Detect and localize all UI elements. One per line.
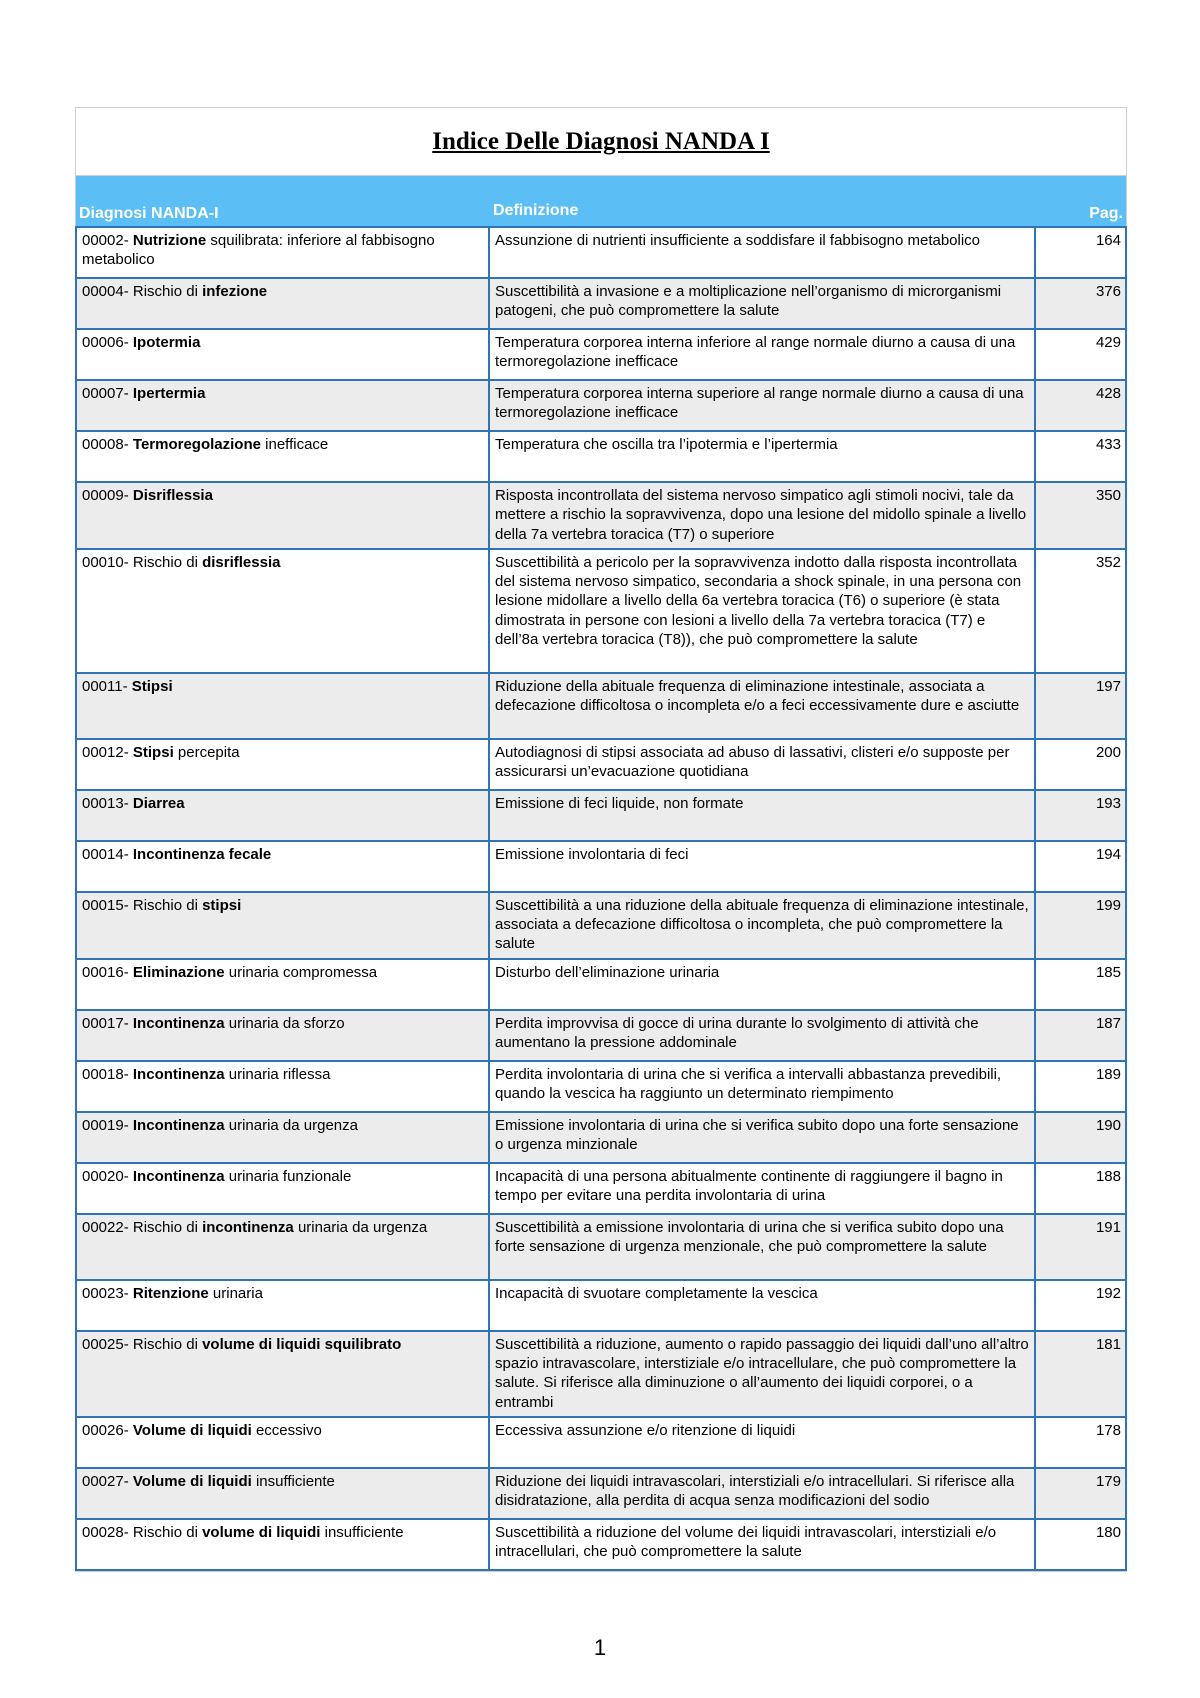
diagnosis-cell	[76, 1519, 489, 1570]
definition-cell: Incapacità di una persona abitualmente continente di raggiungere il bagno in tempo per evitare una perdita involontaria di urina	[489, 1163, 1035, 1214]
page-cell: 350	[1035, 482, 1126, 549]
definition-cell: Temperatura che oscilla tra l’ipotermia e l’ipertermia	[489, 431, 1035, 482]
diagnosis-suffix: urinaria riflessa	[228, 1065, 331, 1083]
definition-cell: Emissione di feci liquide, non formate	[489, 790, 1035, 841]
header-page: Pag.	[1089, 205, 1123, 222]
diagnosis-cell	[76, 278, 489, 329]
table-row	[76, 227, 1126, 278]
diagnosis-cell	[76, 380, 489, 431]
page-cell: 433	[1035, 431, 1126, 482]
definition-cell: Eccessiva assunzione e/o ritenzione di liquidi	[489, 1417, 1035, 1468]
diagnosis-name: Ritenzione	[132, 1284, 209, 1302]
diagnosis-name: Volume di liquidi	[132, 1421, 252, 1439]
page-cell: 179	[1035, 1468, 1126, 1519]
diagnosis-name: Incontinenza fecale	[132, 845, 272, 863]
diagnosis-code: 00014-	[82, 845, 129, 863]
page-cell: 194	[1035, 841, 1126, 892]
diagnosis-suffix: urinaria	[212, 1284, 263, 1302]
diagnosis-code: 00028-	[82, 1523, 129, 1541]
definition-cell: Suscettibilità a emissione involontaria di urina che si verifica subito dopo una forte sensazione di urgenza menzionale, che può compromettere la salute	[489, 1214, 1035, 1280]
diagnosis-code: 00010-	[82, 553, 129, 571]
definition-cell: Temperatura corporea interna inferiore al range normale diurno a causa di una termoregolazione inefficace	[489, 329, 1035, 380]
page-title: Indice Delle Diagnosi NANDA I	[432, 127, 770, 155]
diagnosis-table	[75, 226, 1127, 1571]
definition-cell: Riduzione dei liquidi intravascolari, interstiziali e/o intracellulari. Si riferisce alla disidratazione, alla perdita di acqua senza modificazioni del sodio	[489, 1468, 1035, 1519]
diagnosis-cell	[76, 892, 489, 959]
diagnosis-cell	[76, 739, 489, 790]
page-cell: 180	[1035, 1519, 1126, 1570]
title-row	[76, 108, 1126, 176]
definition-cell: Suscettibilità a riduzione del volume dei liquidi intravascolari, interstiziali e/o intracellulari, che può compromettere la salute	[489, 1519, 1035, 1570]
diagnosis-code: 00020-	[82, 1167, 129, 1185]
diagnosis-name: stipsi	[202, 896, 242, 914]
diagnosis-cell	[76, 227, 489, 278]
page-cell: 188	[1035, 1163, 1126, 1214]
page-cell: 190	[1035, 1112, 1126, 1163]
table-row	[76, 1331, 1126, 1417]
table-row	[76, 329, 1126, 380]
table-row	[76, 959, 1126, 1010]
diagnosis-prefix: Rischio di	[132, 1523, 198, 1541]
diagnosis-suffix: urinaria da urgenza	[228, 1116, 358, 1134]
diagnosis-code: 00027-	[82, 1472, 129, 1490]
diagnosis-code: 00006-	[82, 334, 129, 351]
diagnosis-cell	[76, 329, 489, 380]
diagnosis-name: volume di liquidi	[202, 1523, 321, 1541]
definition-cell: Emissione involontaria di feci	[489, 841, 1035, 892]
diagnosis-name: Incontinenza	[132, 1014, 225, 1032]
table-row	[76, 278, 1126, 329]
page-cell: 197	[1035, 673, 1126, 739]
header-definition: Definizione	[493, 202, 579, 219]
diagnosis-cell	[76, 431, 489, 482]
page-cell: 192	[1035, 1280, 1126, 1331]
page-cell: 164	[1035, 227, 1126, 278]
diagnosis-cell	[76, 1112, 489, 1163]
diagnosis-code: 00016-	[82, 963, 129, 981]
table-row	[76, 1010, 1126, 1061]
diagnosis-name: Ipotermia	[132, 334, 201, 351]
diagnosis-suffix: urinaria da urgenza	[297, 1218, 428, 1236]
diagnosis-cell	[76, 673, 489, 739]
diagnosis-code: 00015-	[82, 896, 129, 914]
table-row	[76, 431, 1126, 482]
diagnosis-code: 00025-	[82, 1335, 129, 1353]
diagnosis-cell	[76, 959, 489, 1010]
diagnosis-cell	[76, 790, 489, 841]
page-cell: 191	[1035, 1214, 1126, 1280]
table-row	[76, 482, 1126, 549]
diagnosis-cell	[76, 1214, 489, 1280]
diagnosis-cell	[76, 1061, 489, 1112]
diagnosis-name: Termoregolazione	[132, 436, 261, 453]
table-row	[76, 1280, 1126, 1331]
table-row	[76, 673, 1126, 739]
diagnosis-prefix: Rischio di	[132, 1335, 198, 1353]
diagnosis-name: Stipsi	[131, 677, 173, 695]
diagnosis-cell	[76, 482, 489, 549]
page-cell: 428	[1035, 380, 1126, 431]
table-header	[76, 176, 1126, 226]
table-row	[76, 1468, 1126, 1519]
diagnosis-cell	[76, 841, 489, 892]
diagnosis-cell	[76, 1010, 489, 1061]
page-cell: 193	[1035, 790, 1126, 841]
diagnosis-code: 00026-	[82, 1421, 129, 1439]
page-cell: 199	[1035, 892, 1126, 959]
diagnosis-suffix: eccessivo	[255, 1421, 322, 1439]
diagnosis-name: volume di liquidi squilibrato	[202, 1335, 402, 1353]
definition-cell: Riduzione della abituale frequenza di eliminazione intestinale, associata a defecazione difficoltosa o incompleta e/o a feci eccessivamente dure e asciutte	[489, 673, 1035, 739]
table-row	[76, 1163, 1126, 1214]
diagnosis-name: Incontinenza	[132, 1116, 225, 1134]
diagnosis-name: Incontinenza	[132, 1065, 225, 1083]
diagnosis-suffix: percepita	[177, 743, 240, 761]
diagnosis-code: 00008-	[82, 436, 129, 453]
definition-cell: Assunzione di nutrienti insufficiente a soddisfare il fabbisogno metabolico	[489, 227, 1035, 278]
definition-cell: Suscettibilità a una riduzione della abituale frequenza di eliminazione intestinale, associata a defecazione difficoltosa o incompleta, che può compromettere la salute	[489, 892, 1035, 959]
table-row	[76, 549, 1126, 673]
diagnosis-cell	[76, 1417, 489, 1468]
diagnosis-code: 00018-	[82, 1065, 129, 1083]
definition-cell: Suscettibilità a riduzione, aumento o rapido passaggio dei liquidi dall’uno all’altro spazio intravascolare, interstiziale e/o intracellulare, che può compromettere la salute. Si riferisce alla diminuzione o all’aumento dei liquidi corporei, o a entrambi	[489, 1331, 1035, 1417]
diagnosis-cell	[76, 1280, 489, 1331]
diagnosis-code: 00023-	[82, 1284, 129, 1302]
diagnosis-name: incontinenza	[202, 1218, 294, 1236]
definition-cell: Suscettibilità a pericolo per la sopravvivenza indotto dalla risposta incontrollata del sistema nervoso simpatico, secondaria a shock spinale, in una persona con lesione midollare a livello della 6a vertebra toracica (T6) o superiore (è stata dimostrata in persone con lesioni a livello della 7a vertebra toracica (T7) e dell’8a vertebra toracica (T8)), che può compromettere la salute	[489, 549, 1035, 673]
page-cell: 429	[1035, 329, 1126, 380]
table-row	[76, 380, 1126, 431]
diagnosis-suffix: urinaria compromessa	[228, 963, 378, 981]
diagnosis-code: 00017-	[82, 1014, 129, 1032]
diagnosis-name: Nutrizione	[132, 232, 207, 249]
page-cell: 189	[1035, 1061, 1126, 1112]
definition-cell: Disturbo dell’eliminazione urinaria	[489, 959, 1035, 1010]
table-row	[76, 1417, 1126, 1468]
diagnosis-code: 00004-	[82, 283, 129, 300]
definition-cell: Incapacità di svuotare completamente la vescica	[489, 1280, 1035, 1331]
diagnosis-suffix: urinaria funzionale	[228, 1167, 352, 1185]
diagnosis-name: Incontinenza	[132, 1167, 225, 1185]
page-cell: 185	[1035, 959, 1126, 1010]
diagnosis-name: Ipertermia	[132, 385, 206, 402]
diagnosis-code: 00022-	[82, 1218, 129, 1236]
table-row	[76, 1214, 1126, 1280]
diagnosis-name: Eliminazione	[132, 963, 225, 981]
page-cell: 376	[1035, 278, 1126, 329]
table-row	[76, 739, 1126, 790]
table-row	[76, 892, 1126, 959]
diagnosis-cell	[76, 549, 489, 673]
page-cell: 200	[1035, 739, 1126, 790]
page-cell: 352	[1035, 549, 1126, 673]
diagnosis-code: 00013-	[82, 794, 129, 812]
table-row	[76, 790, 1126, 841]
diagnosis-name: infezione	[202, 283, 268, 300]
page-cell: 187	[1035, 1010, 1126, 1061]
diagnosis-cell	[76, 1163, 489, 1214]
definition-cell: Risposta incontrollata del sistema nervoso simpatico agli stimoli nocivi, tale da mettere a rischio la sopravvivenza, dopo una lesione del midollo spinale a livello della 7a vertebra toracica (T7) o superiore	[489, 482, 1035, 549]
diagnosis-code: 00009-	[82, 487, 129, 504]
diagnosis-code: 00019-	[82, 1116, 129, 1134]
diagnosis-cell	[76, 1331, 489, 1417]
diagnosis-suffix: insufficiente	[255, 1472, 335, 1490]
table-row	[76, 841, 1126, 892]
index-document	[75, 107, 1127, 1572]
diagnosis-prefix: Rischio di	[132, 553, 198, 571]
page-cell: 181	[1035, 1331, 1126, 1417]
diagnosis-suffix: squilibrata: inferiore al fabbisogno metabolico	[82, 232, 435, 269]
diagnosis-code: 00012-	[82, 743, 129, 761]
diagnosis-code: 00002-	[82, 232, 129, 249]
page-number: 1	[593, 1635, 607, 1660]
diagnosis-cell	[76, 1468, 489, 1519]
page-cell: 178	[1035, 1417, 1126, 1468]
definition-cell: Autodiagnosi di stipsi associata ad abuso di lassativi, clisteri e/o supposte per assicurarsi un’evacuazione quotidiana	[489, 739, 1035, 790]
header-diagnosis: Diagnosi NANDA-I	[79, 205, 219, 222]
table-row	[76, 1519, 1126, 1570]
diagnosis-suffix: urinaria da sforzo	[228, 1014, 345, 1032]
diagnosis-suffix: inefficace	[265, 436, 329, 453]
diagnosis-code: 00011-	[82, 677, 128, 695]
diagnosis-prefix: Rischio di	[132, 1218, 198, 1236]
diagnosis-code: 00007-	[82, 385, 129, 402]
table-row	[76, 1061, 1126, 1112]
diagnosis-name: Stipsi	[132, 743, 174, 761]
diagnosis-prefix: Rischio di	[132, 896, 198, 914]
diagnosis-name: Volume di liquidi	[132, 1472, 252, 1490]
diagnosis-name: Diarrea	[132, 794, 185, 812]
definition-cell: Perdita improvvisa di gocce di urina durante lo svolgimento di attività che aumentano la pressione addominale	[489, 1010, 1035, 1061]
definition-cell: Perdita involontaria di urina che si verifica a intervalli abbastanza prevedibili, quando la vescica ha raggiunto un determinato riempimento	[489, 1061, 1035, 1112]
diagnosis-name: disriflessia	[202, 553, 281, 571]
definition-cell: Emissione involontaria di urina che si verifica subito dopo una forte sensazione o urgenza minzionale	[489, 1112, 1035, 1163]
diagnosis-prefix: Rischio di	[132, 283, 198, 300]
table-row	[76, 1112, 1126, 1163]
diagnosis-name: Disriflessia	[132, 487, 213, 504]
definition-cell: Suscettibilità a invasione e a moltiplicazione nell’organismo di microrganismi patogeni, che può compromettere la salute	[489, 278, 1035, 329]
diagnosis-suffix: insufficiente	[324, 1523, 404, 1541]
definition-cell: Temperatura corporea interna superiore al range normale diurno a causa di una termoregolazione inefficace	[489, 380, 1035, 431]
